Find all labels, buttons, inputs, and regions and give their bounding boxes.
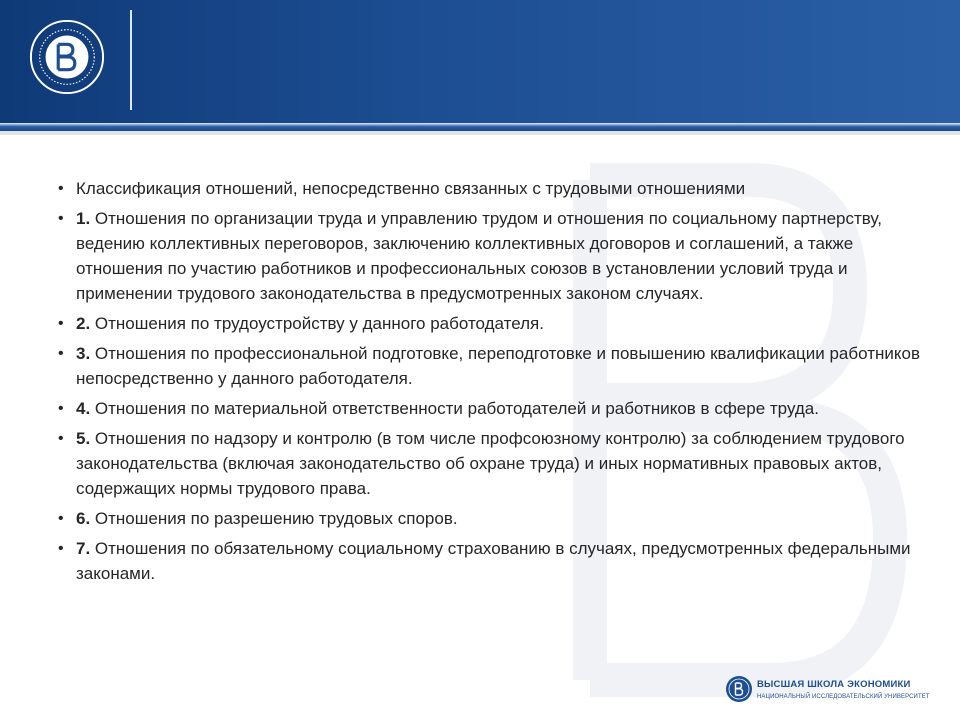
bullet-icon: • [58, 540, 64, 557]
list-item [58, 206, 928, 306]
bullet-icon: • [58, 400, 64, 417]
list-item [58, 176, 928, 201]
item-number: 7. [76, 539, 91, 558]
header-shadow [0, 131, 960, 135]
header-divider-line [0, 123, 960, 131]
item-text: Отношения по надзору и контролю (в том числе профсоюзному контролю) за соблюдением трудового законодательства (включая законодательство об охране труда) и иных нормативных правовых актов, содержащих нормы трудового права. [76, 429, 905, 498]
bullet-icon: • [58, 180, 64, 197]
item-text: Отношения по обязательному социальному страхованию в случаях, предусмотренных федеральными законами. [76, 539, 911, 583]
item-text: Отношения по трудоустройству у данного работодателя. [90, 314, 544, 333]
bullet-icon: • [58, 315, 64, 332]
item-text: Классификация отношений, непосредственно связанных с трудовыми отношениями [76, 179, 746, 198]
footer-logo [725, 673, 930, 709]
footer-subtitle: НАЦИОНАЛЬНЫЙ ИССЛЕДОВАТЕЛЬСКИЙ УНИВЕРСИТЕТ [757, 694, 930, 700]
item-number: 2. [76, 314, 91, 333]
list-item [58, 426, 928, 501]
bullet-icon: • [58, 210, 64, 227]
hse-emblem-small-icon [725, 675, 753, 703]
hse-emblem-icon [28, 18, 106, 96]
item-text: Отношения по организации труда и управлению трудом и отношения по социальному партнерству, ведению коллективных переговоров, заключению коллективных договоров и соглашений, а также отношения по участию работников и профессиональных союзов в установлении условий труда и применении трудового законодательства в предусмотренных законом случаях. [76, 209, 882, 303]
item-text: Отношения по профессиональной подготовке, переподготовке и повышению квалификации работников непосредственно у данного работодателя. [76, 344, 920, 388]
slide-content [58, 176, 928, 591]
footer-title: ВЫСШАЯ ШКОЛА ЭКОНОМИКИ [757, 679, 911, 690]
list-item [58, 396, 928, 421]
item-number: 3. [76, 344, 91, 363]
header-vertical-divider [130, 10, 132, 110]
item-number: 1. [76, 209, 91, 228]
bullet-icon: • [58, 510, 64, 527]
bullet-icon: • [58, 430, 64, 447]
item-text: Отношения по материальной ответственности работодателей и работников в сфере труда. [90, 399, 819, 418]
bullet-icon: • [58, 345, 64, 362]
item-text: Отношения по разрешению трудовых споров. [90, 509, 458, 528]
list-item [58, 536, 928, 586]
list-item [58, 341, 928, 391]
list-item [58, 506, 928, 531]
list-item [58, 311, 928, 336]
header-banner [0, 0, 960, 123]
item-number: 4. [76, 399, 91, 418]
item-number: 6. [76, 509, 91, 528]
item-number: 5. [76, 429, 91, 448]
